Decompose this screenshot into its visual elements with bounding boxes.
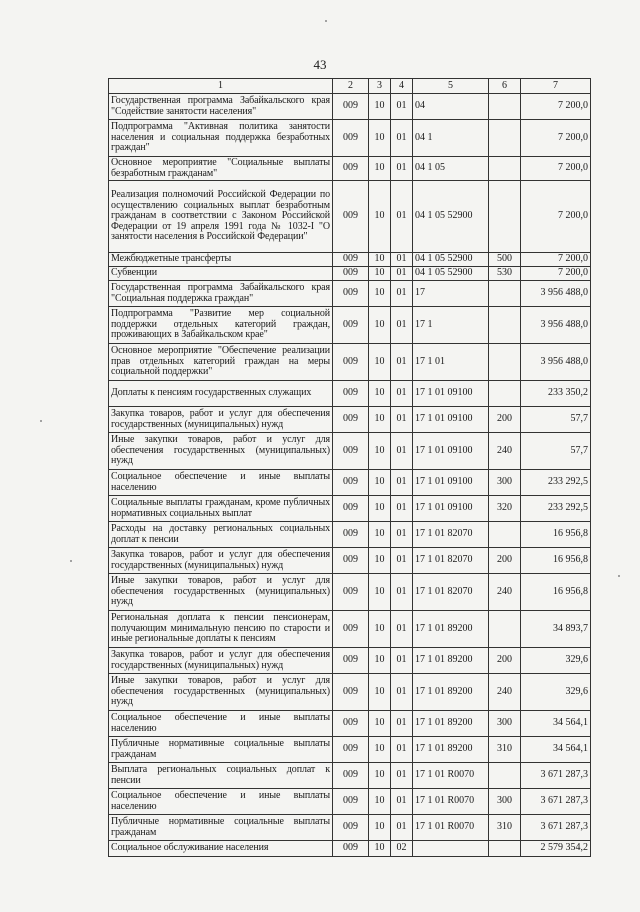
row-name: Закупка товаров, работ и услуг для обеспечения государственных (муниципальных) нужд: [109, 648, 333, 674]
row-name: Межбюджетные трансферты: [109, 253, 333, 267]
row-section-code: 10: [369, 711, 391, 737]
table-row: [109, 181, 591, 253]
row-expense-type: [489, 120, 521, 157]
row-ministry-code: 009: [333, 674, 369, 711]
row-expense-type: 240: [489, 674, 521, 711]
row-expense-type: [489, 611, 521, 648]
column-header: 1: [109, 79, 333, 94]
row-name: Основное мероприятие "Обеспечение реализации прав отдельных категорий граждан на меры социальной поддержки": [109, 344, 333, 381]
row-amount: 34 893,7: [521, 611, 591, 648]
row-section-code: 10: [369, 94, 391, 120]
budget-table: [108, 78, 591, 857]
row-section-code: 10: [369, 181, 391, 253]
table-row: [109, 157, 591, 181]
row-amount: 233 292,5: [521, 470, 591, 496]
row-expense-type: [489, 344, 521, 381]
table-row: [109, 815, 591, 841]
column-header: 4: [391, 79, 413, 94]
table-row: [109, 674, 591, 711]
row-ministry-code: 009: [333, 496, 369, 522]
row-section-code: 10: [369, 574, 391, 611]
row-amount: 329,6: [521, 648, 591, 674]
row-ministry-code: 009: [333, 344, 369, 381]
row-expense-type: 300: [489, 470, 521, 496]
row-target-article: [413, 841, 489, 857]
row-name: Социальные выплаты гражданам, кроме публичных нормативных социальных выплат: [109, 496, 333, 522]
row-amount: 329,6: [521, 674, 591, 711]
row-subsection-code: 01: [391, 574, 413, 611]
row-subsection-code: 01: [391, 548, 413, 574]
table-row: [109, 307, 591, 344]
row-target-article: 04 1 05 52900: [413, 181, 489, 253]
row-section-code: 10: [369, 407, 391, 433]
row-name: Социальное обслуживание населения: [109, 841, 333, 857]
row-expense-type: 200: [489, 548, 521, 574]
row-expense-type: [489, 381, 521, 407]
row-name: Выплата региональных социальных доплат к пенсии: [109, 763, 333, 789]
row-expense-type: 240: [489, 433, 521, 470]
row-expense-type: 310: [489, 737, 521, 763]
row-subsection-code: 01: [391, 281, 413, 307]
table-row: [109, 381, 591, 407]
row-ministry-code: 009: [333, 407, 369, 433]
row-target-article: 17 1 01 09100: [413, 470, 489, 496]
row-ministry-code: 009: [333, 307, 369, 344]
row-amount: 3 671 287,3: [521, 815, 591, 841]
row-ministry-code: 009: [333, 157, 369, 181]
row-amount: 3 671 287,3: [521, 763, 591, 789]
row-target-article: 17 1 01 89200: [413, 611, 489, 648]
row-ministry-code: 009: [333, 433, 369, 470]
row-section-code: 10: [369, 763, 391, 789]
row-ministry-code: 009: [333, 548, 369, 574]
scan-speck: [325, 20, 327, 22]
row-amount: 34 564,1: [521, 711, 591, 737]
table-row: [109, 344, 591, 381]
row-name: Публичные нормативные социальные выплаты гражданам: [109, 815, 333, 841]
row-ministry-code: 009: [333, 267, 369, 281]
row-expense-type: [489, 522, 521, 548]
row-amount: 7 200,0: [521, 120, 591, 157]
row-amount: 3 671 287,3: [521, 789, 591, 815]
row-expense-type: [489, 157, 521, 181]
row-subsection-code: 01: [391, 763, 413, 789]
row-target-article: 17 1 01 82070: [413, 548, 489, 574]
row-ministry-code: 009: [333, 574, 369, 611]
row-target-article: 17 1 01 89200: [413, 674, 489, 711]
table-row: [109, 789, 591, 815]
row-section-code: 10: [369, 157, 391, 181]
row-subsection-code: 01: [391, 253, 413, 267]
row-amount: 7 200,0: [521, 181, 591, 253]
row-section-code: 10: [369, 648, 391, 674]
row-section-code: 10: [369, 120, 391, 157]
row-subsection-code: 01: [391, 407, 413, 433]
row-amount: 7 200,0: [521, 253, 591, 267]
row-section-code: 10: [369, 522, 391, 548]
row-section-code: 10: [369, 841, 391, 857]
row-section-code: 10: [369, 470, 391, 496]
row-amount: 2 579 354,2: [521, 841, 591, 857]
row-subsection-code: 01: [391, 157, 413, 181]
row-amount: 7 200,0: [521, 94, 591, 120]
header-row: [109, 79, 591, 94]
row-subsection-code: 01: [391, 674, 413, 711]
row-ministry-code: 009: [333, 281, 369, 307]
row-section-code: 10: [369, 789, 391, 815]
row-name: Социальное обеспечение и иные выплаты населению: [109, 711, 333, 737]
row-target-article: 04 1 05 52900: [413, 253, 489, 267]
row-amount: 16 956,8: [521, 548, 591, 574]
row-amount: 16 956,8: [521, 574, 591, 611]
row-section-code: 10: [369, 281, 391, 307]
table-row: [109, 433, 591, 470]
row-subsection-code: 01: [391, 344, 413, 381]
row-expense-type: 300: [489, 711, 521, 737]
row-target-article: 04 1 05: [413, 157, 489, 181]
row-amount: 3 956 488,0: [521, 281, 591, 307]
column-header: 5: [413, 79, 489, 94]
row-target-article: 17 1 01 09100: [413, 381, 489, 407]
table-row: [109, 470, 591, 496]
row-name: Подпрограмма "Развитие мер социальной поддержки отдельных категорий граждан, проживающих в Забайкальском крае": [109, 307, 333, 344]
table-row: [109, 711, 591, 737]
row-name: Реализация полномочий Российской Федерации по осуществлению социальных выплат безработным гражданам в соответствии с Законом Российской Федерации от 19 апреля 1991 года № 1032-I "О занятости населения в Российской Федерации": [109, 181, 333, 253]
table-row: [109, 94, 591, 120]
row-section-code: 10: [369, 267, 391, 281]
row-amount: 57,7: [521, 433, 591, 470]
row-expense-type: [489, 281, 521, 307]
row-section-code: 10: [369, 381, 391, 407]
table-row: [109, 841, 591, 857]
row-section-code: 10: [369, 611, 391, 648]
row-expense-type: 200: [489, 407, 521, 433]
row-name: Социальное обеспечение и иные выплаты населению: [109, 470, 333, 496]
row-name: Иные закупки товаров, работ и услуг для обеспечения государственных (муниципальных) нужд: [109, 433, 333, 470]
column-header: 7: [521, 79, 591, 94]
scan-speck: [70, 560, 72, 562]
table-row: [109, 763, 591, 789]
row-ministry-code: 009: [333, 648, 369, 674]
row-section-code: 10: [369, 496, 391, 522]
row-expense-type: 320: [489, 496, 521, 522]
row-expense-type: 310: [489, 815, 521, 841]
row-subsection-code: 01: [391, 94, 413, 120]
row-amount: 3 956 488,0: [521, 344, 591, 381]
row-section-code: 10: [369, 548, 391, 574]
table-row: [109, 253, 591, 267]
table-body: [109, 94, 591, 857]
row-ministry-code: 009: [333, 763, 369, 789]
row-subsection-code: 01: [391, 381, 413, 407]
row-section-code: 10: [369, 737, 391, 763]
row-name: Субвенции: [109, 267, 333, 281]
row-target-article: 17 1 01 R0070: [413, 789, 489, 815]
row-target-article: 17 1 01 R0070: [413, 815, 489, 841]
row-target-article: 17 1 01 09100: [413, 496, 489, 522]
row-ministry-code: 009: [333, 815, 369, 841]
row-name: Социальное обеспечение и иные выплаты населению: [109, 789, 333, 815]
row-target-article: 17 1 01 89200: [413, 711, 489, 737]
row-expense-type: [489, 307, 521, 344]
table-row: [109, 522, 591, 548]
row-target-article: 17 1 01 09100: [413, 407, 489, 433]
page-number: 43: [313, 57, 327, 72]
row-section-code: 10: [369, 815, 391, 841]
row-amount: 3 956 488,0: [521, 307, 591, 344]
row-target-article: 04 1: [413, 120, 489, 157]
row-target-article: 04: [413, 94, 489, 120]
row-ministry-code: 009: [333, 120, 369, 157]
row-target-article: 17 1 01 89200: [413, 648, 489, 674]
scan-speck: [40, 420, 42, 422]
row-name: Иные закупки товаров, работ и услуг для обеспечения государственных (муниципальных) нужд: [109, 574, 333, 611]
row-subsection-code: 01: [391, 522, 413, 548]
row-ministry-code: 009: [333, 94, 369, 120]
row-expense-type: 500: [489, 253, 521, 267]
row-target-article: 17 1 01 82070: [413, 522, 489, 548]
row-amount: 7 200,0: [521, 157, 591, 181]
row-section-code: 10: [369, 307, 391, 344]
row-expense-type: 200: [489, 648, 521, 674]
row-target-article: 17 1: [413, 307, 489, 344]
row-amount: 57,7: [521, 407, 591, 433]
row-name: Расходы на доставку региональных социальных доплат к пенсии: [109, 522, 333, 548]
row-name: Закупка товаров, работ и услуг для обеспечения государственных (муниципальных) нужд: [109, 548, 333, 574]
row-target-article: 17 1 01 89200: [413, 737, 489, 763]
row-amount: 233 292,5: [521, 496, 591, 522]
row-section-code: 10: [369, 253, 391, 267]
row-amount: 233 350,2: [521, 381, 591, 407]
row-subsection-code: 01: [391, 181, 413, 253]
row-expense-type: [489, 763, 521, 789]
row-expense-type: [489, 181, 521, 253]
scan-speck: [618, 575, 620, 577]
row-ministry-code: 009: [333, 711, 369, 737]
row-section-code: 10: [369, 344, 391, 381]
row-subsection-code: 01: [391, 433, 413, 470]
row-name: Публичные нормативные социальные выплаты гражданам: [109, 737, 333, 763]
row-expense-type: [489, 94, 521, 120]
row-target-article: 17 1 01 82070: [413, 574, 489, 611]
table-row: [109, 737, 591, 763]
row-amount: 16 956,8: [521, 522, 591, 548]
row-ministry-code: 009: [333, 841, 369, 857]
row-expense-type: 300: [489, 789, 521, 815]
row-target-article: 17: [413, 281, 489, 307]
row-subsection-code: 01: [391, 815, 413, 841]
row-section-code: 10: [369, 674, 391, 711]
table-row: [109, 548, 591, 574]
row-subsection-code: 01: [391, 307, 413, 344]
table-row: [109, 120, 591, 157]
row-subsection-code: 02: [391, 841, 413, 857]
column-header: 3: [369, 79, 391, 94]
row-subsection-code: 01: [391, 120, 413, 157]
table-row: [109, 496, 591, 522]
row-section-code: 10: [369, 433, 391, 470]
row-ministry-code: 009: [333, 737, 369, 763]
row-name: Основное мероприятие "Социальные выплаты безработным гражданам": [109, 157, 333, 181]
row-name: Государственная программа Забайкальского края "Социальная поддержка граждан": [109, 281, 333, 307]
row-ministry-code: 009: [333, 181, 369, 253]
table-row: [109, 648, 591, 674]
row-subsection-code: 01: [391, 496, 413, 522]
row-name: Региональная доплата к пенсии пенсионерам, получающим минимальную пенсию по старости и иные региональные доплаты к пенсиям: [109, 611, 333, 648]
row-amount: 34 564,1: [521, 737, 591, 763]
row-subsection-code: 01: [391, 267, 413, 281]
row-name: Государственная программа Забайкальского края "Содействие занятости населения": [109, 94, 333, 120]
column-header: 6: [489, 79, 521, 94]
row-target-article: 17 1 01 R0070: [413, 763, 489, 789]
table-row: [109, 574, 591, 611]
row-name: Закупка товаров, работ и услуг для обеспечения государственных (муниципальных) нужд: [109, 407, 333, 433]
row-expense-type: 530: [489, 267, 521, 281]
row-subsection-code: 01: [391, 737, 413, 763]
row-subsection-code: 01: [391, 789, 413, 815]
row-amount: 7 200,0: [521, 267, 591, 281]
table-row: [109, 611, 591, 648]
row-name: Иные закупки товаров, работ и услуг для обеспечения государственных (муниципальных) нужд: [109, 674, 333, 711]
row-subsection-code: 01: [391, 711, 413, 737]
row-target-article: 17 1 01 09100: [413, 433, 489, 470]
row-expense-type: [489, 841, 521, 857]
table-row: [109, 407, 591, 433]
table-row: [109, 281, 591, 307]
row-ministry-code: 009: [333, 470, 369, 496]
row-target-article: 04 1 05 52900: [413, 267, 489, 281]
row-ministry-code: 009: [333, 789, 369, 815]
row-expense-type: 240: [489, 574, 521, 611]
row-ministry-code: 009: [333, 253, 369, 267]
row-ministry-code: 009: [333, 611, 369, 648]
row-subsection-code: 01: [391, 648, 413, 674]
row-name: Подпрограмма "Активная политика занятости населения и социальная поддержка безработных граждан": [109, 120, 333, 157]
table-row: [109, 267, 591, 281]
row-ministry-code: 009: [333, 381, 369, 407]
row-name: Доплаты к пенсиям государственных служащих: [109, 381, 333, 407]
row-subsection-code: 01: [391, 470, 413, 496]
row-target-article: 17 1 01: [413, 344, 489, 381]
row-ministry-code: 009: [333, 522, 369, 548]
column-header: 2: [333, 79, 369, 94]
row-subsection-code: 01: [391, 611, 413, 648]
